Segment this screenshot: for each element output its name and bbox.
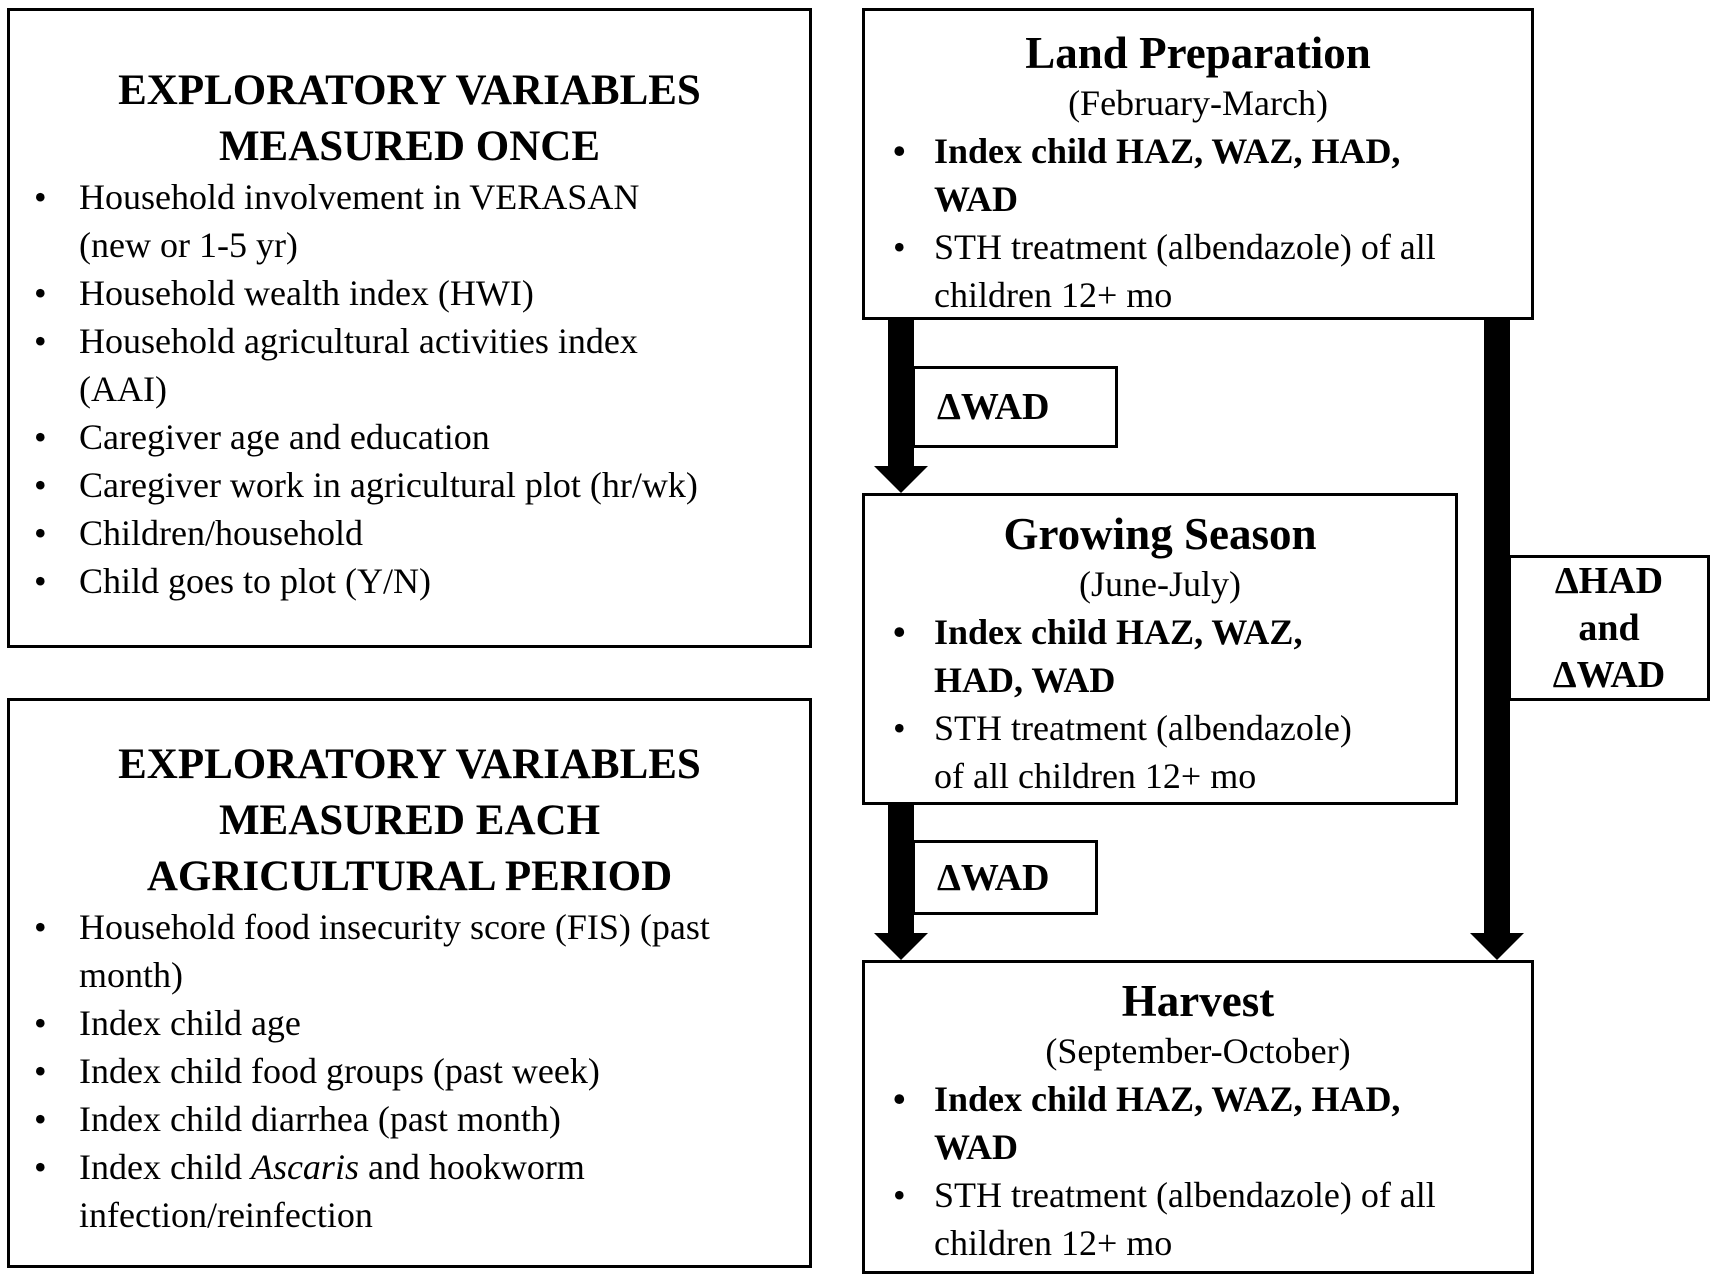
- list-item: • Index child age: [10, 999, 809, 1047]
- list-item: • STH treatment (albendazole) of all children 12+ mo: [865, 1171, 1531, 1267]
- list-item: • STH treatment (albendazole) of all children 12+ mo: [865, 223, 1531, 319]
- list-item: • Index child Ascaris and hookworm infection/reinfection: [10, 1143, 809, 1239]
- harvest-list: [865, 1075, 1531, 1267]
- arrow-shaft-growing-to-harvest: [888, 803, 914, 935]
- list-item: • Child goes to plot (Y/N): [10, 557, 809, 605]
- harvest-box: [862, 960, 1534, 1274]
- arrow-head-land-to-growing: [874, 466, 928, 493]
- measured-once-heading: EXPLORATORY VARIABLES MEASURED ONCE: [118, 67, 701, 170]
- list-item: • Index child HAZ, WAZ, HAD, WAD: [865, 608, 1455, 704]
- list-item: • Children/household: [10, 509, 809, 557]
- list-item: • Household food insecurity score (FIS) (past month): [10, 903, 809, 999]
- land-preparation-title: Land Preparation: [1025, 28, 1371, 78]
- list-item: • Household agricultural activities index (AAI): [10, 317, 809, 413]
- measured-each-period-heading: EXPLORATORY VARIABLES MEASURED EACH AGRICULTURAL PERIOD: [118, 741, 701, 900]
- arrow-head-land-to-harvest: [1470, 933, 1524, 960]
- list-item: • Index child food groups (past week): [10, 1047, 809, 1095]
- arrow-shaft-land-to-growing: [888, 318, 914, 468]
- list-item: • Index child HAZ, WAZ, HAD, WAD: [865, 127, 1531, 223]
- land-preparation-period: (February-March): [1068, 83, 1328, 123]
- list-item: • STH treatment (albendazole) of all children 12+ mo: [865, 704, 1455, 800]
- list-item: • Index child HAZ, WAZ, HAD, WAD: [865, 1075, 1531, 1171]
- list-item: • Caregiver work in agricultural plot (hr/wk): [10, 461, 809, 509]
- arrow-head-growing-to-harvest: [874, 933, 928, 960]
- list-item: • Index child diarrhea (past month): [10, 1095, 809, 1143]
- harvest-title: Harvest: [1121, 976, 1275, 1026]
- growing-season-period: (June-July): [1079, 564, 1241, 604]
- arrow-shaft-land-to-harvest: [1484, 318, 1510, 935]
- harvest-period: (September-October): [1045, 1031, 1351, 1071]
- delta-had-wad-overall: ΔHAD and ΔWAD: [1508, 555, 1710, 701]
- list-item: • Household involvement in VERASAN (new or 1-5 yr): [10, 173, 809, 269]
- delta-wad-growing-to-harvest: ΔWAD: [912, 840, 1098, 915]
- growing-season-list: [865, 608, 1455, 800]
- list-item: • Household wealth index (HWI): [10, 269, 809, 317]
- growing-season-title: Growing Season: [1003, 509, 1317, 559]
- growing-season-box: [862, 493, 1458, 805]
- list-item: • Caregiver age and education: [10, 413, 809, 461]
- land-preparation-list: [865, 127, 1531, 319]
- delta-wad-land-to-growing: ΔWAD: [912, 366, 1118, 448]
- land-preparation-box: [862, 8, 1534, 320]
